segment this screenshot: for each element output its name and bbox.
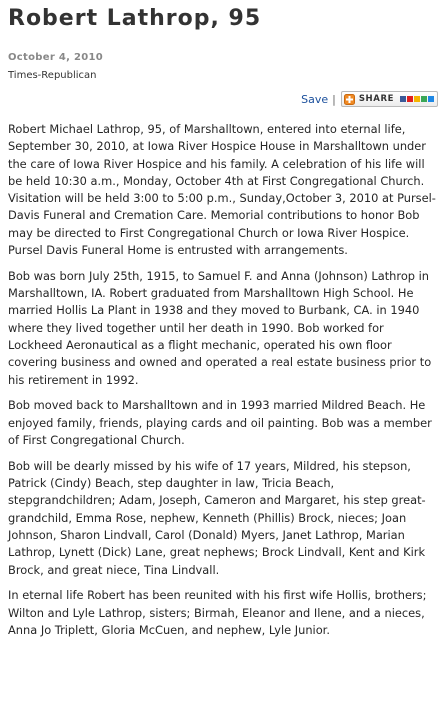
toolbar-separator: |: [332, 92, 336, 106]
publish-date: October 4, 2010: [8, 52, 104, 63]
article-body: [8, 121, 436, 648]
share-button[interactable]: [341, 91, 438, 107]
page-title: Robert Lathrop, 95: [8, 6, 262, 31]
save-link[interactable]: Save: [301, 92, 329, 106]
article-paragraph: Bob was born July 25th, 1915, to Samuel F. and Anna (Johnson) Lathrop in Marshalltown, IA. Robert graduated from Marshalltown High School. He married Hollis La Plant in 1938 and they moved to Burbank, CA. in 1940 where they lived together until her death in 1990. Bob worked for Lockheed Aeronautical as a flight mechanic, operated his own floor covering business and owned and operated a real estate business prior to his retirement in 1992.: [8, 268, 432, 387]
article-paragraph: In eternal life Robert has been reunited with his first wife Hollis, brothers; Wilton and Lyle Lathrop, sisters; Birmah, Eleanor and Ilene, and a nieces, Anna Jo Triplett, Gloria McCuen, and nephew, Lyle Junior.: [8, 588, 427, 638]
share-plus-icon: [344, 94, 355, 105]
source-name: Times-Republican: [8, 70, 97, 81]
share-toolbar: [301, 91, 438, 107]
article-paragraph: Robert Michael Lathrop, 95, of Marshalltown, entered into eternal life, September 30, 2010, at Iowa River Hospice House in Marshalltown under the care of Iowa River Hospice and his family. A celebration of his life will be held 10:30 a.m., Monday, October 4th at First Congregational Church. Visitation will be held 3:00 to 5:00 p.m., Sunday,October 3, 2010 at Pursel-Davis Funeral and Cremation Care. Memorial contributions to honor Bob may be directed to First Congregational Church or Iowa River Hospice. Pursel Davis Funeral Home is entrusted with arrangements.: [8, 122, 436, 258]
article-paragraph: Bob will be dearly missed by his wife of 17 years, Mildred, his stepson, Patrick (Cindy) Beach, step daughter in law, Tricia Beach, stepgrandchildren; Adam, Joseph, Cameron and Margaret, his step great-grandchild, Emma Rose, nephew, Kenneth (Phillis) Brock, nieces; Joan Johnson, Sharon Lindvall, Carol (Donald) Myers, Janet Lathrop, Marian Lathrop, Lynett (Dick) Lane, great nephews; Brock Lindvall, Kent and Kirk Brock, and great niece, Tina Lindvall.: [8, 458, 426, 577]
article-paragraph: Bob moved back to Marshalltown and in 1993 married Mildred Beach. He enjoyed family, friends, playing cards and oil painting. Bob was a member of First Congregational Church.: [8, 398, 432, 448]
share-label: SHARE: [358, 94, 394, 104]
share-services-icon: [400, 96, 434, 102]
